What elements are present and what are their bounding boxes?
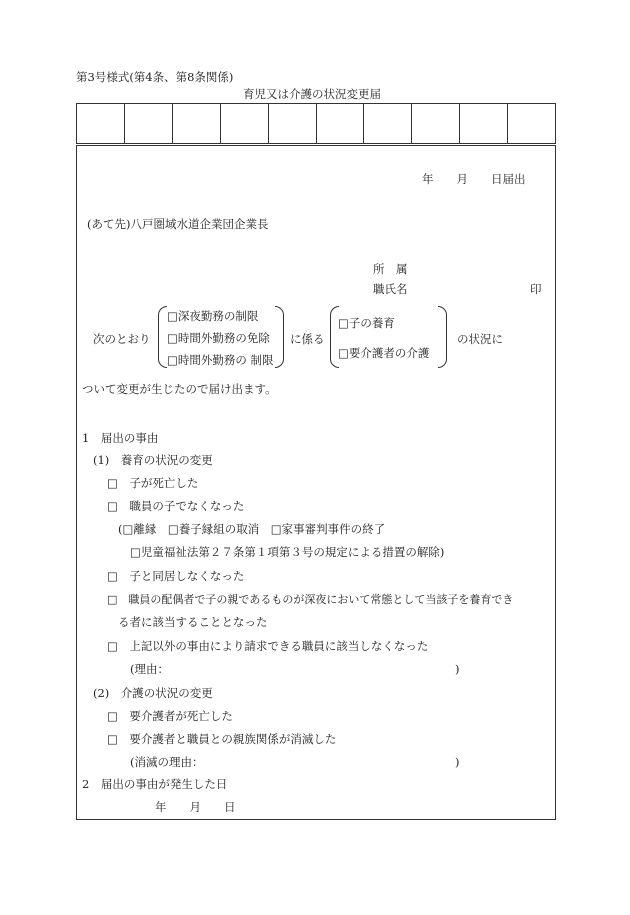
reasons-line1: (□離縁 □養子縁組の取消 □家事審判事件の終了 <box>118 522 386 536</box>
stamp-cell <box>317 104 365 143</box>
item-child-died: □ 子が死亡した <box>107 476 199 490</box>
status-suffix: の状況に <box>457 332 503 346</box>
item-care-died: □ 要介護者が死亡した <box>107 709 233 723</box>
lead-text: 次のとおり <box>93 332 151 346</box>
item-spouse-line1: □ 職員の配偶者で子の親であるものが深夜において常態として当該子を養育でき <box>107 593 514 606</box>
page-title: 育児又は介護の状況変更届 <box>243 87 381 101</box>
form-number: 第3号様式(第4条、第8条関係) <box>76 70 234 84</box>
care-type-option: □要介護者の介護 <box>338 346 430 360</box>
work-limits-bracket-right <box>275 306 284 368</box>
stamp-cell <box>173 104 221 143</box>
section2-heading: 2 届出の事由が発生した日 <box>82 777 228 791</box>
care-type-option: □子の養育 <box>338 316 395 330</box>
work-limit-option: □深夜勤務の制限 <box>167 309 259 323</box>
stamp-cell <box>412 104 460 143</box>
reason-label: (理由： <box>130 662 169 676</box>
stamp-cell <box>77 104 125 143</box>
connector-text: に係る <box>290 332 325 346</box>
occurrence-date: 年 月 日 <box>155 800 236 814</box>
reason-close: ) <box>455 662 460 676</box>
item-other: □ 上記以外の事由により請求できる職員に該当しなくなった <box>107 639 429 653</box>
submission-date: 年 月 日届出 <box>422 172 526 186</box>
extinction-close: ) <box>455 755 460 769</box>
section1-heading: 1 届出の事由 <box>82 431 159 445</box>
affiliation-label: 所 属 <box>373 262 408 276</box>
stamp-cell <box>221 104 269 143</box>
stamp-cell <box>269 104 317 143</box>
stamp-cell <box>460 104 508 143</box>
seal-mark: 印 <box>530 282 542 296</box>
reasons-line2: □児童福祉法第２７条第１項第３号の規定による措置の解除) <box>130 545 445 559</box>
care-bracket-right <box>438 306 447 368</box>
continuation-text: ついて変更が生じたので届け出ます。 <box>82 382 277 396</box>
stamp-cell <box>508 104 555 143</box>
item-relation-ended: □ 要介護者と職員との親族関係が消滅した <box>107 732 337 746</box>
work-limit-option: □時間外勤務の免除 <box>167 331 270 345</box>
approval-stamp-grid <box>76 103 556 144</box>
extinction-label: (消滅の理由： <box>130 755 204 769</box>
sub1-heading: (1) 養育の状況の変更 <box>93 453 213 467</box>
sub2-heading: (2) 介護の状況の変更 <box>93 686 213 700</box>
work-limits-bracket-left <box>158 306 167 368</box>
stamp-cell <box>125 104 173 143</box>
item-spouse-line2: る者に該当することとなった <box>118 615 268 629</box>
item-not-living: □ 子と同居しなくなった <box>107 569 245 583</box>
stamp-cell <box>364 104 412 143</box>
work-limit-option: □時間外勤務の 制限 <box>167 353 274 367</box>
item-not-child: □ 職員の子でなくなった <box>107 499 245 513</box>
addressee: (あて先)八戸圏域水道企業団企業長 <box>87 217 269 231</box>
name-label: 職氏名 <box>373 282 408 296</box>
